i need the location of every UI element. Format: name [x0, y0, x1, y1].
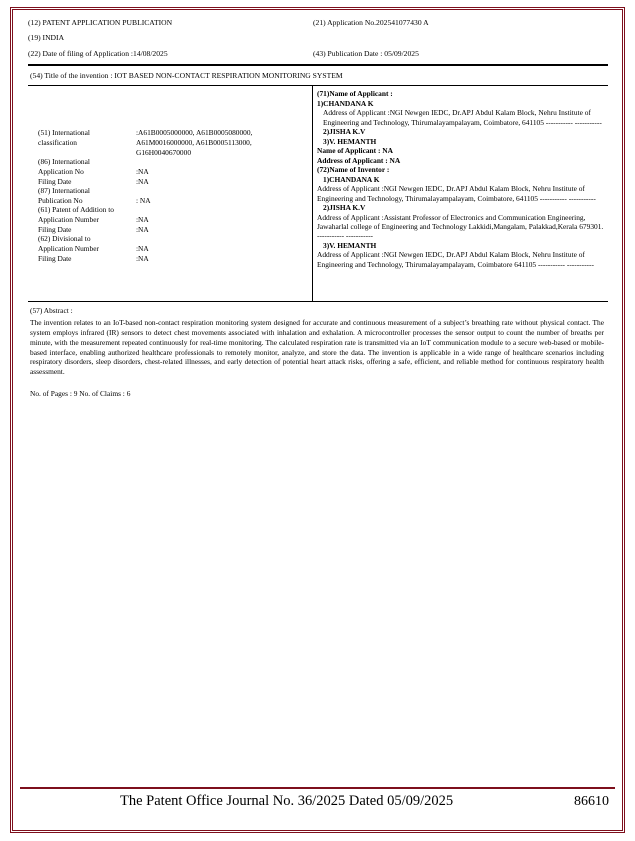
divisional-row — [28, 234, 313, 244]
patent-of-addition-filing-date-value: :NA — [136, 224, 149, 234]
divisional-row-3 — [28, 254, 313, 264]
intl-publication-label-2: Publication No — [38, 195, 83, 205]
journal-citation: The Patent Office Journal No. 36/2025 Dated 05/09/2025 — [120, 793, 454, 809]
header-spacer-1 — [313, 33, 608, 42]
inventor-2-name: 2)JISHA K.V — [323, 203, 366, 213]
patent-of-addition-row — [28, 205, 313, 215]
divisional-row-2 — [28, 244, 313, 254]
intl-application-filing-date-label: Filing Date — [38, 176, 72, 186]
divisional-label: (62) Divisional to — [38, 234, 91, 244]
abstract-section — [28, 302, 608, 380]
divisional-filing-date-label: Filing Date — [38, 253, 72, 263]
intl-classification-row-3 — [28, 148, 313, 158]
name-of-applicant-na: Name of Applicant : NA — [317, 146, 393, 156]
filing-date: (22) Date of filing of Application :14/08/2025 — [28, 48, 168, 58]
invention-title: (54) Title of the invention : IOT BASED NON-CONTACT RESPIRATION MONITORING SYSTEM — [30, 71, 343, 81]
intl-publication-row — [28, 186, 313, 196]
inventor-3-address: Address of Applicant :NGI Newgen IEDC, Dr.APJ Abdul Kalam Block, Nehru Institute of Engineering and Technology, Thirumalayampalayam, Coimbatore 641105 ----------- ----------- — [317, 250, 594, 269]
inventor-1-name: 1)CHANDANA K — [323, 174, 380, 184]
patent-of-addition-label: (61) Patent of Addition to — [38, 205, 114, 215]
classification-block — [28, 128, 313, 263]
intl-classification-value: :A61B0005000000, A61B0005080000, — [136, 128, 253, 138]
intl-classification-label: (51) International — [38, 128, 90, 138]
applicant-1-address: Address of Applicant :NGI Newgen IEDC, Dr.APJ Abdul Kalam Block, Nehru Institute of Engineering and Technology, Thirumalayampalayam, Coimbatore, 641105 ----------- ----------- — [323, 108, 602, 127]
intl-classification-row-2 — [28, 138, 313, 148]
header-row-country — [28, 33, 608, 42]
intl-application-row-3 — [28, 177, 313, 187]
blank-area — [28, 398, 608, 698]
intl-publication-value: : NA — [136, 195, 151, 205]
patent-of-addition-label-2: Application Number — [38, 215, 99, 225]
publication-code: (12) PATENT APPLICATION PUBLICATION — [28, 18, 173, 27]
intl-publication-label: (87) International — [38, 186, 90, 196]
intl-publication-spacer — [136, 186, 313, 196]
application-number: (21) Application No.202541077430 A — [313, 18, 429, 27]
header-row-publication — [28, 18, 608, 27]
bibliographic-table — [28, 85, 608, 302]
header-row-dates — [28, 49, 608, 58]
intl-classification-value-2: A61M0016000000, A61B0005113000, — [136, 138, 252, 148]
divisional-value: :NA — [136, 243, 149, 253]
divisional-label-2: Application Number — [38, 243, 99, 253]
inventor-heading: (72)Name of Inventor : — [317, 165, 390, 175]
inventor-1-address: Address of Applicant :NGI Newgen IEDC, Dr.APJ Abdul Kalam Block, Nehru Institute of Engineering and Technology, Thirumalayampalayam, Coimbatore, 641105 ----------- ----------- — [317, 184, 596, 203]
intl-classification-label-3 — [28, 148, 136, 158]
divisional-filing-date-value: :NA — [136, 253, 149, 263]
inventor-3-name: 3)V. HEMANTH — [323, 240, 377, 250]
patent-of-addition-spacer — [136, 205, 313, 215]
applicant-heading: (71)Name of Applicant : — [317, 89, 393, 99]
intl-classification-row — [28, 128, 313, 138]
footer-divider — [20, 787, 615, 789]
divisional-spacer — [136, 234, 313, 244]
applicant-1-name: 1)CHANDANA K — [317, 98, 374, 108]
applicant-inventor-column — [313, 86, 608, 301]
classification-column — [28, 86, 313, 301]
page-footer — [20, 793, 615, 810]
patent-of-addition-row-3 — [28, 225, 313, 235]
intl-application-value: :NA — [136, 166, 149, 176]
patent-of-addition-row-2 — [28, 215, 313, 225]
address-of-applicant-na: Address of Applicant : NA — [317, 155, 401, 165]
intl-application-row-2 — [28, 167, 313, 177]
intl-application-label: (86) International — [38, 157, 90, 167]
intl-application-filing-date-value: :NA — [136, 176, 149, 186]
abstract-text: The invention relates to an IoT-based non-contact respiration monitoring system designed for accurate and continuous measurement of a subject’s breathing rate without physical contact. The system employs infrared (IR) sensors to detect chest movements associated with inhalation and exhalation. A microcontroller processes the sensor output to count the number of breaths per minute, with the measurement repeated continuously for real-time monitoring. The calculated respiration rate is transmitted via an IoT communication module to a secure web-based or mobile-based interface, enabling authorized healthcare professionals to remotely monitor, analyze, and store the data. The invention is applicable in a wide range of healthcare scenarios including respiratory disorders, sleep disorders, chest-related illnesses, and early detection of potential heart attack risks, offering a safe, efficient, and reliable method for continuous respiratory health assessment. — [30, 318, 604, 377]
inventor-2-address: Address of Applicant :Assistant Professor of Electronics and Communication Engineering, Jawaharlal college of Engineering and Technology Lakkidi,Mangalam, Palakkad,Kerala 679301. ----------- ----------- — [317, 212, 604, 241]
publication-date: (43) Publication Date : 05/09/2025 — [313, 48, 419, 58]
intl-classification-value-3: G16H0040670000 — [136, 147, 192, 157]
applicant-3-name: 3)V. HEMANTH — [323, 136, 377, 146]
patent-of-addition-filing-date-label: Filing Date — [38, 224, 72, 234]
intl-classification-label-2: classification — [38, 138, 77, 148]
page-number: 86610 — [574, 794, 609, 809]
intl-publication-row-2 — [28, 196, 313, 206]
abstract-heading: (57) Abstract : — [30, 306, 73, 316]
intl-application-row — [28, 157, 313, 167]
country-code: (19) INDIA — [28, 33, 65, 43]
patent-of-addition-value: :NA — [136, 215, 149, 225]
intl-application-spacer — [136, 157, 313, 167]
applicant-2-name: 2)JISHA K.V — [323, 127, 366, 137]
intl-application-label-2: Application No — [38, 166, 84, 176]
pages-claims-line: No. of Pages : 9 No. of Claims : 6 — [30, 388, 131, 398]
document-body — [28, 18, 608, 698]
